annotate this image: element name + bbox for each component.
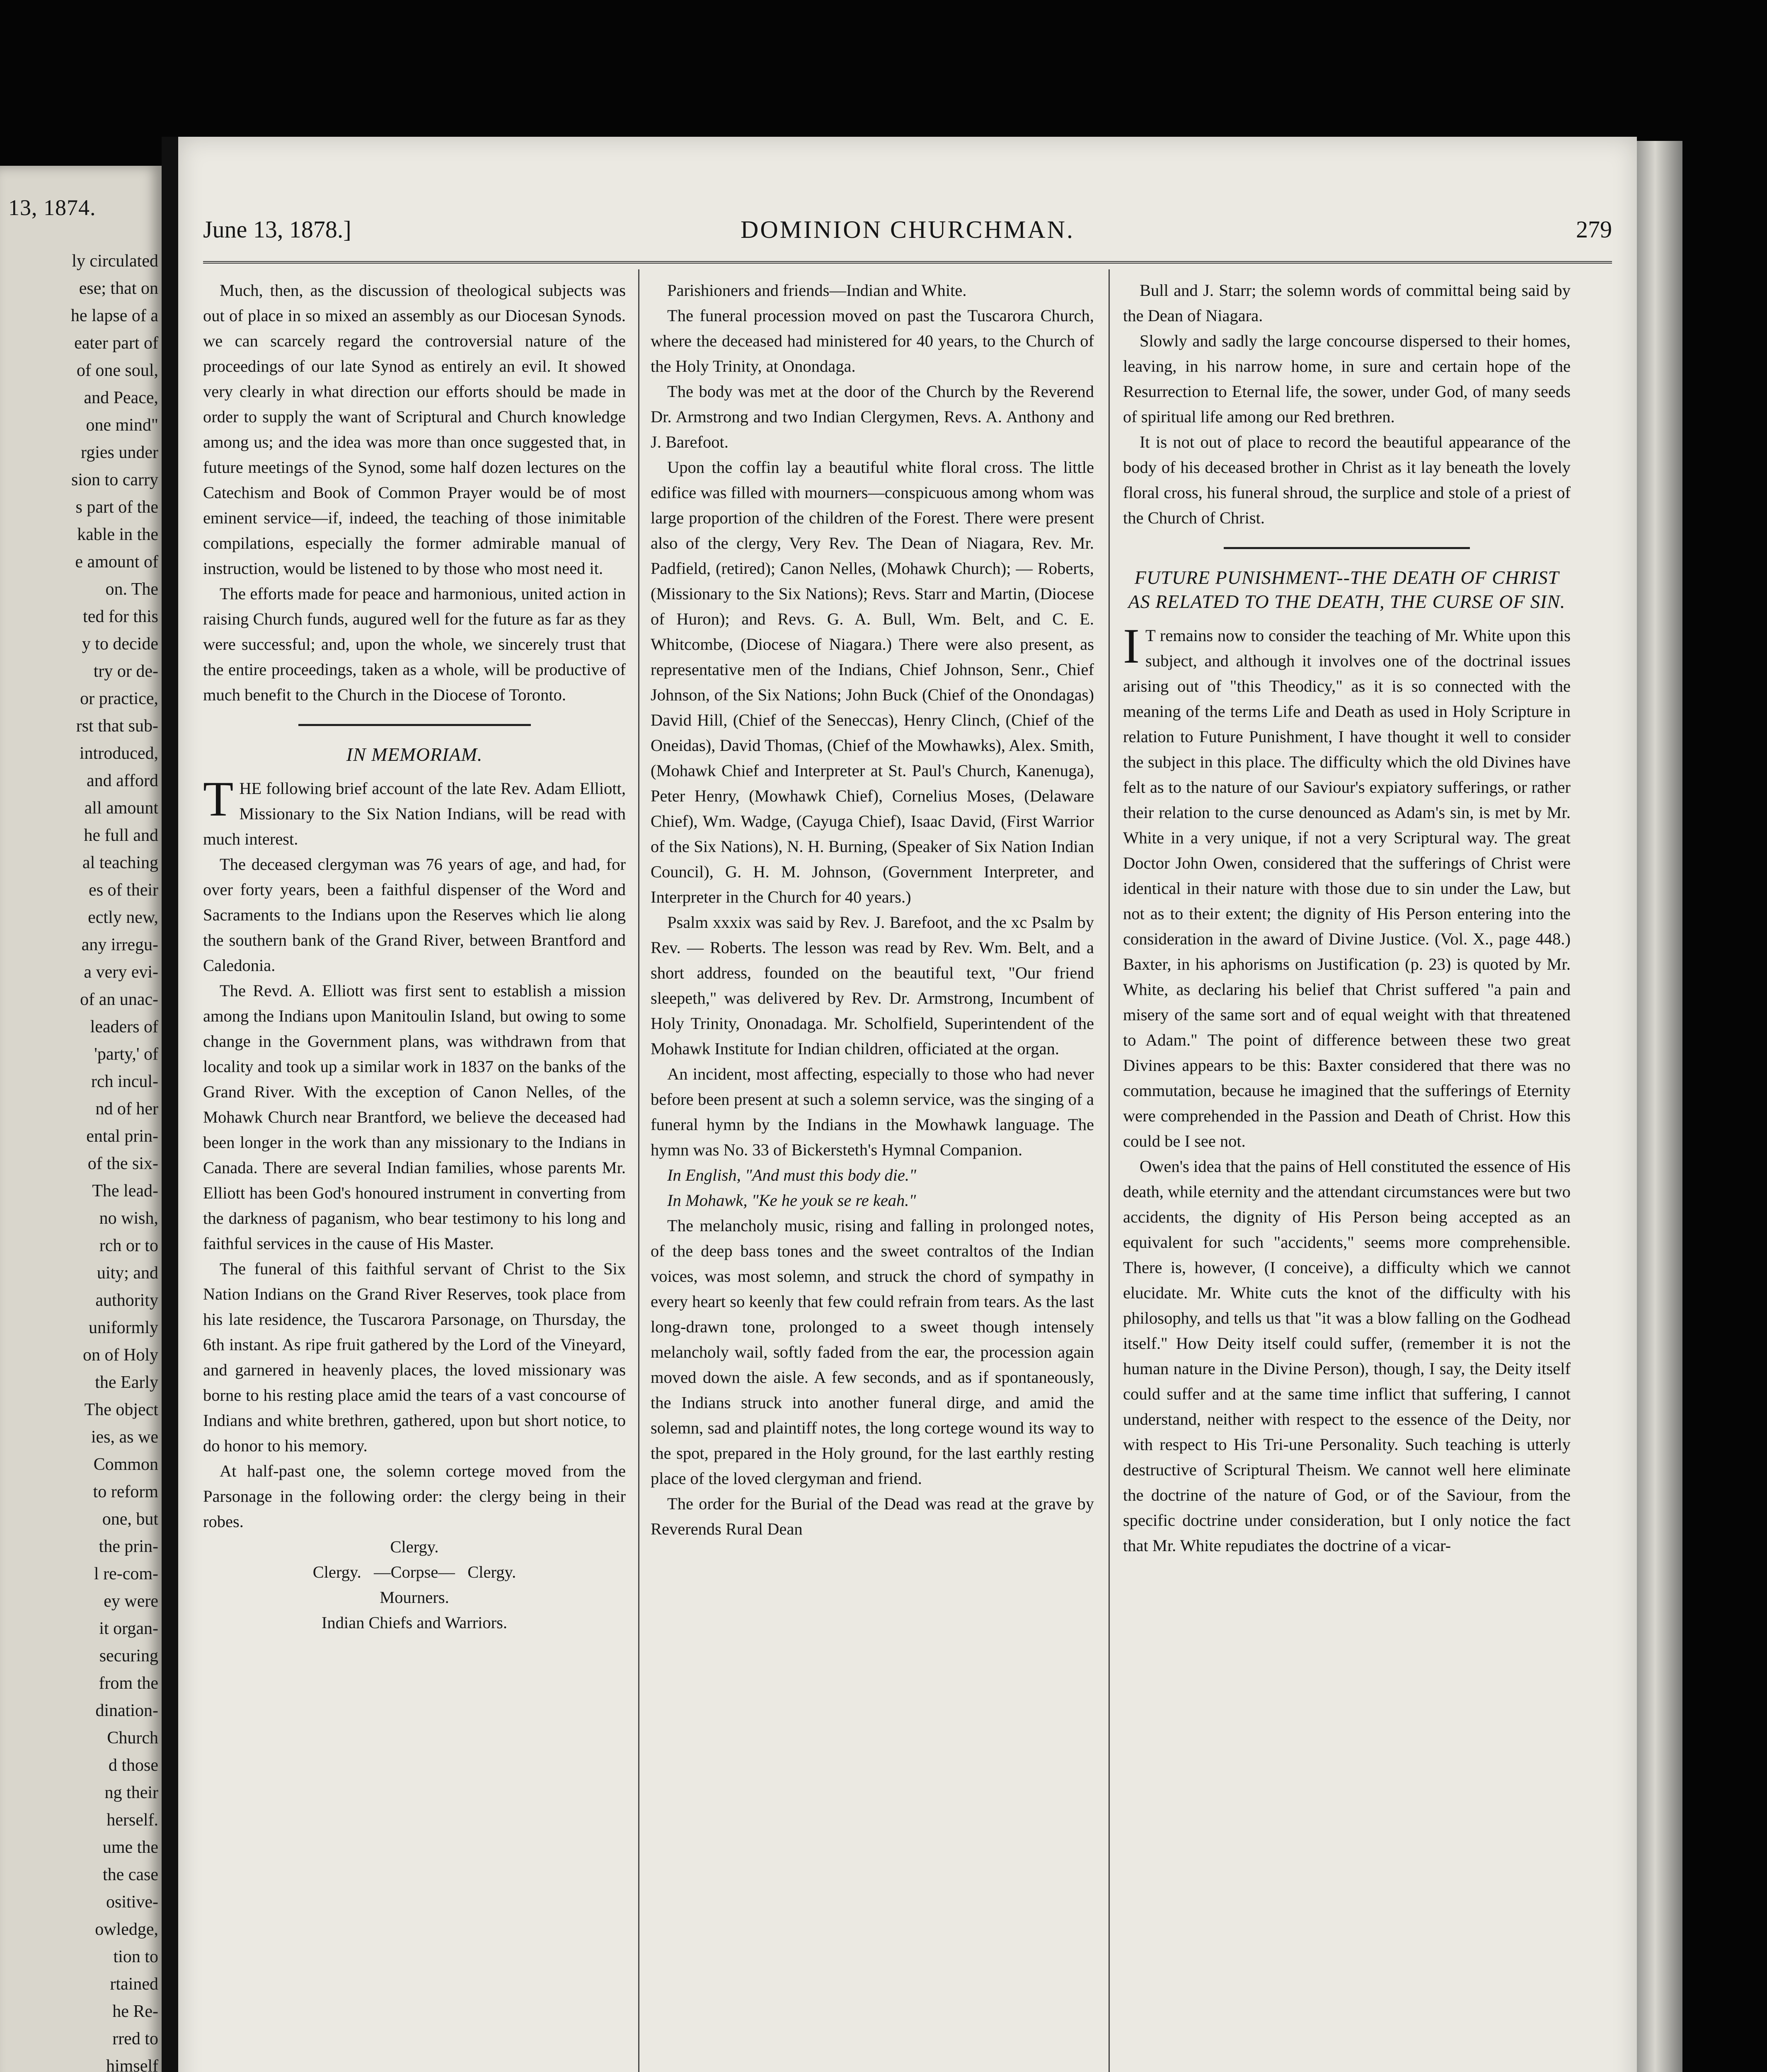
left-page-fragment: s part of the: [75, 498, 158, 517]
left-page-fragment: and afford: [87, 771, 158, 790]
article-intro: [1123, 618, 1571, 1154]
left-page-fragment: kable in the: [77, 525, 158, 544]
left-page-fragment: ng their: [104, 1783, 158, 1802]
drop-cap: T: [203, 771, 234, 826]
paragraph: The melancholy music, rising and falling in prolonged notes, of the deep bass tones and the sweet contraltos of the Indian voices, was most solemn, and struck the chord of sympathy in every heart so keenly that few could refrain from tears. As the last long-drawn tone, prolonged to a sweet though intensely melancholy wail, softly faded from the ear, the procession again moved down the aisle. A few seconds, and as if spontaneously, the Indians struck into another funeral dirge, and amid the solemn, sad and plaintiff notes, the long cortege wound its way to the spot, prepared in the Holy ground, for the last earthly resting place of the loved clergyman and friend.: [651, 1216, 1094, 1488]
left-page-fragment: dination-: [95, 1701, 158, 1720]
left-page-fragment: owledge,: [95, 1920, 158, 1939]
left-page-fragment: rch or to: [99, 1236, 158, 1255]
left-page-fragment: The object: [84, 1400, 158, 1419]
paragraph: The efforts made for peace and harmonious, united action in raising Church funds, augured well for the future as far as they were successful; and, upon the whole, we sincerely trust that the entire proceedings, taken as a whole, will be productive of much benefit to the Church in the Diocese of Toronto.: [203, 584, 626, 704]
left-page-fragment: l re-com-: [94, 1564, 158, 1583]
left-page-fragment: herself.: [107, 1811, 158, 1830]
left-page-fragment: rtained: [110, 1975, 158, 1994]
left-page-fragment: ectly new,: [88, 908, 158, 927]
column-2: [651, 278, 1094, 1542]
procession-line: Mourners.: [380, 1588, 449, 1607]
left-page-fragment: ies, as we: [91, 1428, 158, 1447]
left-page-fragment: on of Holy: [83, 1346, 158, 1365]
paragraph: The Revd. A. Elliott was first sent to establish a mission among the Indians upon Manitoulin Island, but owing to some change in the Government plans, was withdrawn from that locality and took up a similar work in 1837 on the banks of the Grand River. With the exception of Canon Nelles, of the Mohawk Church near Brantford, we believe the deceased had been longer in the work than any missionary to the Indians in Canada. There are several Indian families, whose parents Mr. Elliott has been God's honoured instrument in converting from the darkness of paganism, who bear testimony to his long and faithful services in the cause of His Master.: [203, 981, 626, 1253]
memoriam-heading: IN MEMORIAM.: [346, 744, 483, 765]
running-head: [178, 215, 1637, 253]
left-page-fragment: the prin-: [99, 1537, 158, 1556]
publication-title: DOMINION CHURCHMAN.: [740, 216, 1075, 243]
left-page-fragment: from the: [99, 1674, 158, 1693]
left-page-fragment: authority: [95, 1291, 158, 1310]
left-page-fragment: of an unac-: [80, 990, 158, 1009]
left-page-fragment: rch incul-: [91, 1072, 158, 1091]
paragraph: Parishioners and friends—Indian and White.: [667, 281, 967, 300]
paragraph: The body was met at the door of the Church by the Reverend Dr. Armstrong and two Indian Clergymen, Revs. A. Anthony and J. Barefoot.: [651, 382, 1094, 451]
paragraph: Owen's idea that the pains of Hell constituted the essence of His death, while eternity and the attendant circumstances were but two accidents, the dignity of His Person being accepted as an equivalent for such "accidents," seems more comprehensible. There is, however, (I conceive), a difficulty which we cannot elucidate. Mr. White cuts the knot of the difficulty with his philosophy, and tells us that "it was a blow falling on the Godhead itself." How Deity itself could suffer, (remember it is not the human nature in the Divine Person), though, I say, the Deity itself could suffer and at the same time inflict that suffering, I cannot understand, neither with respect to the essence of the Deity, nor with respect to His Tri-une Personality. Such teaching is utterly destructive of Scriptural Theism. We cannot well here eliminate the doctrine of the nature of God, or of the Saviour, from the specific doctrine under consideration, but I only notice the fact that Mr. White repudiates the doctrine of a vicar-: [1123, 1157, 1571, 1555]
left-page-fragment: rgies under: [80, 443, 158, 462]
left-page-fragment: a very evi-: [84, 963, 158, 982]
article-intro-text: T remains now to consider the teaching of Mr. White upon this subject, and although it involves one of the doctrinal issues arising out of "this Theodicy," as it is so connected with the meaning of the terms Life and Death as used in Holy Scripture in relation to Future Punishment, I have thought it well to consider the subject in this place. The difficulty which the old Divines have felt as to the nature of our Saviour's expiatory sufferings, or rather their relation to the curse denounced as Adam's sin, is met by Mr. White in a very unique, if not a very Scriptural way. The great Doctor John Owen, considered that the sufferings of Christ were identical in their nature with those due to sin under the Law, but not as to their extent; the dignity of His Person entering into the consideration in the award of Divine Justice. (Vol. X., page 448.) Baxter, in his aphorisms on Justification (p. 23) is quoted by Mr. White, as declaring his belief that Christ suffered "a pain and misery of the same sort and of equal weight with that threatened to Adam." The point of difference between these two great Divines appears to be this: Baxter considered that there was no commutation, because he imagined that the sufferings of Eternity were comprehended in the Passion and Death of Christ. How this could be I see not.: [1123, 626, 1571, 1150]
memoriam-intro: [203, 771, 626, 852]
left-page-fragment: he lapse of a: [70, 306, 158, 325]
left-page-fragment: try or de-: [93, 662, 158, 681]
paragraph: An incident, most affecting, especially to those who had never before been present at such a solemn service, was the singing of a funeral hymn by the Indians in the Mowhawk language. The hymn was No. 33 of Bickersteth's Hymnal Companion.: [651, 1065, 1094, 1159]
left-page-fragment: Church: [107, 1728, 158, 1748]
left-page-fragment: and Peace,: [84, 388, 158, 407]
left-page-fragment: any irregu-: [81, 935, 158, 954]
left-page-fragment: ume the: [102, 1838, 158, 1857]
article-heading: FUTURE PUNISHMENT--THE DEATH OF CHRIST AS RELATED TO THE DEATH, THE CURSE OF SIN.: [1128, 567, 1566, 612]
left-page-fragment: tion to: [113, 1947, 158, 1966]
left-page-fragment: y to decide: [82, 634, 158, 654]
left-page-fragment: e amount of: [75, 552, 158, 571]
left-page-fragment: nd of her: [95, 1099, 158, 1118]
left-page-fragment: securing: [99, 1646, 158, 1665]
left-page-fragment: The lead-: [92, 1181, 158, 1201]
left-page-fragment: Common: [93, 1455, 158, 1474]
paragraph: The funeral of this faithful servant of Christ to the Six Nation Indians on the Grand River Reserves, took place from his late residence, the Tuscarora Parsonage, on Thursday, the 6th instant. As ripe fruit gathered by the Lord of the Vineyard, and garnered in heavenly places, the loved missionary was borne to his resting place amid the tears of a vast concourse of Indians and white brethren, gathered, upon but short notice, to do honor to his memory.: [203, 1259, 626, 1455]
left-page-fragment: rred to: [112, 2029, 158, 2048]
newspaper-page: [178, 137, 1637, 2072]
page-number: 279: [1576, 216, 1612, 243]
paragraph: Bull and J. Starr; the solemn words of committal being said by the Dean of Niagara.: [1123, 281, 1571, 325]
paragraph: The order for the Burial of the Dead was read at the grave by Reverends Rural Dean: [651, 1494, 1094, 1538]
procession-line: Clergy. —Corpse— Clergy.: [312, 1563, 516, 1581]
left-page-fragment: himself: [106, 2057, 158, 2072]
drop-cap: I: [1123, 618, 1140, 673]
column-1: [203, 278, 626, 1635]
page-edge: [1637, 141, 1682, 2072]
left-page-fragment: one mind": [86, 416, 158, 435]
left-page-fragment: eater part of: [74, 334, 158, 353]
left-page-fragment: ted for this: [83, 607, 158, 626]
paragraph: Psalm xxxix was said by Rev. J. Barefoot, and the xc Psalm by Rev. — Roberts. The lesson was read by Rev. Wm. Belt, and a short address, founded on the beautiful text, "Our friend sleepeth," was delivered by Rev. Dr. Armstrong, Incumbent of Holy Trinity, Ononadaga. Mr. Scholfield, Superintendent of the Mohawk Institute for Indian children, officiated at the organ.: [651, 913, 1094, 1058]
procession-line: Indian Chiefs and Warriors.: [321, 1613, 508, 1632]
left-page-fragment: he full and: [84, 826, 158, 845]
left-page-fragment: one, but: [102, 1510, 158, 1529]
left-page-fragment: leaders of: [90, 1017, 158, 1036]
column-rule: [1109, 269, 1110, 2072]
left-page-fragment: d those: [108, 1756, 158, 1775]
left-page-fragment: or practice,: [80, 689, 158, 708]
left-page-fragment: of the six-: [87, 1154, 158, 1173]
left-page-fragment: uity; and: [97, 1264, 158, 1283]
left-page-fragment: on. The: [105, 580, 158, 599]
memoriam-intro-text: HE following brief account of the late Rev. Adam Elliott, Missionary to the Six Nation Indians, will be read with much interest.: [203, 779, 626, 848]
left-page-fragment: al teaching: [82, 853, 158, 872]
paragraph: Upon the coffin lay a beautiful white floral cross. The little edifice was filled with mourners—conspicuous among whom was large proportion of the children of the Forest. There were present also of the clergy, Very Rev. The Dean of Niagara, Rev. Mr. Padfield, (retired); Canon Nelles, (Mohawk Church); — Roberts, (Missionary to the Six Nations); Revs. Starr and Martin, (Diocese of Huron); and Revs. G. A. Bull, Wm. Belt, and C. E. Whitcombe, (Diocese of Niagara.) There were also present, as representative men of the Indians, Chief Johnson, Senr., Chief Johnson, of the Six Nations; John Buck (Chief of the Onondagas) David Hill, (Chief of the Seneccas), Henry Clinch, (Chief of the Oneidas), David Thomas, (Chief of the Mowhawks), Alex. Smith, (Mohawk Chief and Interpreter at St. Paul's Church, Kanenuga), Peter Henry, (Mowhawk Chief), Cornelius Moses, (Delaware Chief), Wm. Wadge, (Cayuga Chief), Isaac David, (First Warrior of the Six Nations), N. H. Burning, (Speaker of Six Nation Indian Council), G. H. M. Johnson, (Government Interpreter, and Interpreter in the Church for 40 years.): [651, 458, 1094, 906]
book-gutter: [162, 137, 178, 2072]
left-page-fragment: the Early: [95, 1373, 158, 1392]
header-rule: [203, 261, 1612, 264]
left-page-fragment: sion to carry: [71, 470, 158, 489]
issue-date: June 13, 1878.]: [203, 216, 351, 243]
paragraph: It is not out of place to record the beautiful appearance of the body of his deceased brother in Christ as it lay beneath the lovely floral cross, his funeral shroud, the surplice and stole of a priest of the Church of Christ.: [1123, 433, 1571, 527]
left-page-fragment: to reform: [93, 1482, 158, 1501]
hymn-english: In English, "And must this body die.": [667, 1166, 916, 1184]
left-page-fragment: ese; that on: [79, 279, 158, 298]
left-page-fragment: ly circulated: [72, 252, 158, 271]
hymn-mohawk: In Mohawk, "Ke he youk se re keah.": [667, 1191, 916, 1210]
left-page-fragment: ositive-: [106, 1893, 158, 1912]
left-page-fragment: ental prin-: [86, 1127, 158, 1146]
left-page-fragment: es of their: [89, 881, 158, 900]
left-page-fragment: uniformly: [89, 1318, 158, 1337]
paragraph: At half-past one, the solemn cortege moved from the Parsonage in the following order: the clergy being in their robes.: [203, 1462, 626, 1531]
paragraph: The funeral procession moved on past the Tuscarora Church, where the deceased had ministered for 40 years, to the Church of the Holy Trinity, at Onondaga.: [651, 306, 1094, 375]
left-page-fragment: all amount: [84, 799, 158, 818]
left-page-fragment: ey were: [104, 1592, 158, 1611]
left-facing-page: [0, 166, 162, 2072]
section-rule: [298, 724, 531, 726]
left-page-fragment: rst that sub-: [76, 716, 158, 736]
left-page-fragment: introduced,: [79, 744, 158, 763]
procession-order: [203, 1534, 626, 1635]
left-page-fragment: no wish,: [99, 1209, 158, 1228]
paragraph: The deceased clergyman was 76 years of age, and had, for over forty years, been a faithful dispenser of the Word and Sacraments to the Indians upon the Reserves which lie along the southern bank of the Grand River, between Brantford and Caledonia.: [203, 855, 626, 975]
left-page-fragment: 'party,' of: [94, 1045, 158, 1064]
left-page-fragment: of one soul,: [76, 361, 158, 380]
left-page-fragment: it organ-: [99, 1619, 158, 1638]
left-page-fragment: the case: [102, 1865, 158, 1884]
section-rule: [1224, 547, 1470, 549]
column-rule: [638, 269, 639, 2072]
procession-line: Clergy.: [390, 1537, 439, 1556]
paragraph: Slowly and sadly the large concourse dispersed to their homes, leaving, in his narrow home, in sure and certain hope of the Resurrection to Eternal life, the sower, under God, of many seeds of spiritual life among our Red brethren.: [1123, 332, 1571, 426]
column-3: [1123, 278, 1571, 1558]
left-page-header: 13, 1874.: [8, 195, 96, 220]
left-page-fragment: he Re-: [112, 2002, 158, 2021]
paragraph: Much, then, as the discussion of theological subjects was out of place in so mixed an assembly as our Diocesan Synods. we can scarcely regard the controversial nature of the proceedings of our late Synod as entirely an evil. It showed very clearly in what direction our efforts should be made in order to supply the want of Scriptural and Church knowledge among us; and the idea was more than once suggested that, in future meetings of the Synod, some half dozen lectures on the Catechism and Book of Common Prayer would be of most eminent service—if, indeed, the teaching of those inimitable compilations, especially the former admirable manual of instruction, would be listened to by those who most need it.: [203, 281, 626, 578]
